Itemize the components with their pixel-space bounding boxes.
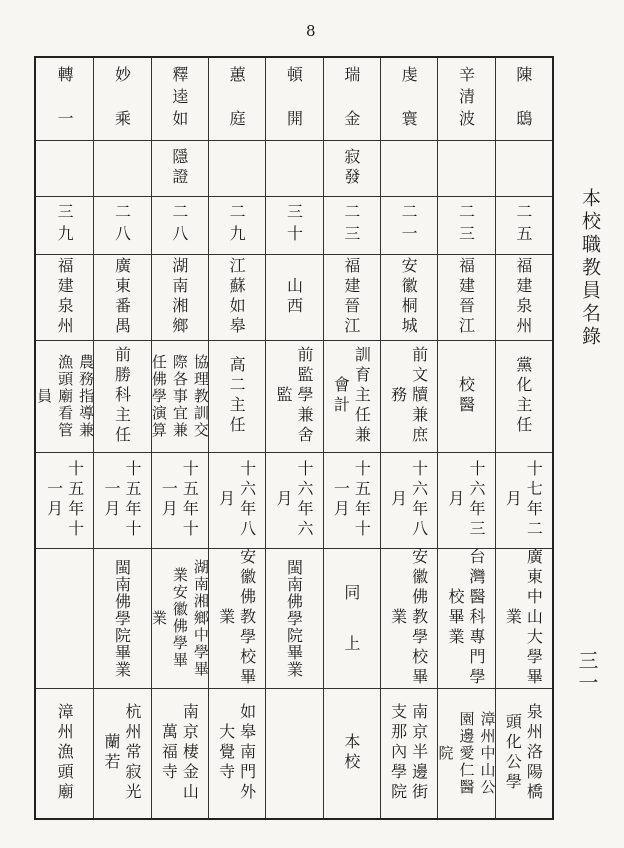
age-text: 二一	[399, 203, 419, 247]
alias-text: 寂發	[341, 148, 361, 188]
cell-education	[151, 548, 208, 688]
cell-address	[208, 688, 265, 818]
age-text: 二三	[456, 203, 476, 247]
cell-native	[323, 254, 380, 340]
cell-age	[151, 196, 208, 254]
position-text: 前監學兼舍	[294, 346, 314, 446]
cell-address	[265, 688, 322, 818]
position-text: 前勝科主任	[112, 346, 132, 446]
address-text: 漳州中山公	[478, 710, 497, 796]
education-text: 湖南湘鄉中學畢	[191, 558, 210, 678]
cell-name	[380, 58, 437, 140]
position-text: 校醫	[456, 376, 476, 416]
position-text: 漁頭廟看管	[56, 353, 75, 439]
education-text: 閩南佛學院畢業	[112, 558, 132, 678]
date-text: 十五年十	[65, 460, 85, 540]
education-text: 閩南佛學院畢業	[284, 558, 304, 678]
age-text: 二五	[513, 203, 533, 247]
cell-education	[208, 548, 265, 688]
date-text: 一月	[159, 480, 179, 520]
date-text: 十六年六	[294, 460, 314, 540]
education-text: 台灣醫科專門學	[466, 548, 486, 688]
position-text: 前文牘兼庶	[409, 346, 429, 446]
position-text: 員	[35, 387, 54, 405]
cell-alias	[208, 140, 265, 196]
cell-alias	[36, 140, 93, 196]
date-text: 十七年二	[524, 460, 544, 540]
cell-native	[495, 254, 552, 340]
name-text: 妙 乘	[112, 66, 132, 132]
name-text: 釋逵如	[169, 66, 189, 132]
age-text: 三十	[284, 203, 304, 247]
date-text: 月	[445, 490, 465, 510]
position-text: 協理教訓交	[191, 353, 210, 439]
cell-name	[495, 58, 552, 140]
name-text: 陳 鴟	[513, 66, 533, 132]
cell-alias	[380, 140, 437, 196]
position-text: 監	[273, 386, 293, 406]
cell-address	[151, 688, 208, 818]
native-text: 湖南湘鄉	[169, 257, 189, 337]
cell-address	[323, 688, 380, 818]
cell-native	[208, 254, 265, 340]
address-text: 大覺寺	[216, 723, 236, 783]
cell-age	[265, 196, 322, 254]
position-text: 會計	[331, 376, 351, 416]
cell-address	[436, 688, 497, 818]
date-text: 十五年十	[122, 460, 142, 540]
education-text: 業	[149, 609, 168, 627]
date-text: 一月	[101, 480, 121, 520]
date-text: 月	[273, 490, 293, 510]
cell-address	[36, 688, 93, 818]
cell-alias	[323, 140, 380, 196]
cell-name	[151, 58, 208, 140]
cell-age	[495, 196, 552, 254]
native-text: 江蘇如皋	[227, 257, 247, 337]
cell-date	[36, 452, 93, 548]
date-text: 十六年三	[466, 460, 486, 540]
cell-education	[323, 548, 380, 688]
cell-education	[495, 548, 552, 688]
native-text: 山西	[284, 277, 304, 317]
cell-name	[208, 58, 265, 140]
name-text: 辛清波	[456, 66, 476, 132]
education-text: 同 上	[341, 584, 361, 652]
cell-name	[323, 58, 380, 140]
education-text: 安徽佛教學校畢	[237, 548, 257, 688]
cell-date	[265, 452, 322, 548]
position-text: 際各事宜兼	[170, 353, 189, 439]
page-number-top: 8	[306, 22, 316, 40]
education-text: 廣東中山大學畢	[524, 548, 544, 688]
position-text: 務	[388, 386, 408, 406]
age-text: 二三	[341, 203, 361, 247]
cell-position	[437, 340, 494, 452]
native-text: 福建泉州	[55, 257, 75, 337]
position-text: 高二主任	[227, 356, 247, 436]
cell-position	[93, 340, 150, 452]
address-text: 院	[436, 744, 455, 762]
education-text: 業	[503, 608, 523, 628]
cell-date	[208, 452, 265, 548]
cell-education	[36, 548, 93, 688]
education-text: 業安徽佛學畢	[170, 567, 189, 669]
address-text: 本校	[341, 733, 361, 773]
cell-name	[437, 58, 494, 140]
cell-position	[495, 340, 552, 452]
education-text: 安徽佛教學校畢	[409, 548, 429, 688]
cell-age	[437, 196, 494, 254]
education-text: 業	[216, 608, 236, 628]
name-text: 轉 一	[55, 66, 75, 132]
cell-education	[93, 548, 150, 688]
cell-address	[380, 688, 437, 818]
education-text: 業	[388, 608, 408, 628]
cell-date	[151, 452, 208, 548]
cell-native	[380, 254, 437, 340]
staff-directory-table	[34, 56, 554, 820]
cell-native	[36, 254, 93, 340]
cell-position	[208, 340, 265, 452]
cell-education	[380, 548, 437, 688]
cell-native	[437, 254, 494, 340]
cell-date	[495, 452, 552, 548]
cell-position	[151, 340, 208, 452]
position-text: 黨化主任	[513, 356, 533, 436]
address-text: 南京半邊街	[409, 703, 429, 803]
date-text: 月	[503, 490, 523, 510]
cell-age	[93, 196, 150, 254]
cell-education	[437, 548, 494, 688]
name-text: 虔 寰	[399, 66, 419, 132]
cell-education	[265, 548, 322, 688]
address-text: 支那內學院	[388, 703, 408, 803]
cell-name	[265, 58, 322, 140]
address-text: 園邊愛仁醫	[457, 710, 476, 796]
cell-position	[323, 340, 380, 452]
cell-position	[265, 340, 322, 452]
cell-position	[35, 340, 96, 452]
position-text: 訓育主任兼	[352, 346, 372, 446]
age-text: 二八	[169, 203, 189, 247]
address-text: 蘭若	[101, 733, 121, 773]
cell-date	[437, 452, 494, 548]
cell-age	[36, 196, 93, 254]
alias-text: 隱證	[169, 148, 189, 188]
cell-age	[380, 196, 437, 254]
native-text: 安徽桐城	[399, 257, 419, 337]
cell-position	[380, 340, 437, 452]
date-text: 十六年八	[409, 460, 429, 540]
education-text: 校畢業	[445, 588, 465, 648]
cell-age	[208, 196, 265, 254]
date-text: 一月	[331, 480, 351, 520]
date-text: 十五年十	[180, 460, 200, 540]
date-text: 月	[388, 490, 408, 510]
address-text: 泉州洛陽橋	[524, 703, 544, 803]
cell-native	[265, 254, 322, 340]
age-text: 三九	[55, 203, 75, 247]
name-text: 頓 開	[284, 66, 304, 132]
cell-date	[380, 452, 437, 548]
position-text: 任佛學演算	[149, 353, 168, 439]
cell-date	[93, 452, 150, 548]
date-text: 月	[216, 490, 236, 510]
native-text: 福建晉江	[341, 257, 361, 337]
position-text: 農務指導兼	[77, 353, 96, 439]
address-text: 萬福寺	[159, 723, 179, 783]
name-text: 蕙 庭	[227, 66, 247, 132]
cell-alias	[265, 140, 322, 196]
cell-name	[93, 58, 150, 140]
age-text: 二八	[112, 203, 132, 247]
cell-alias	[93, 140, 150, 196]
address-text: 頭化公學	[503, 713, 523, 793]
native-text: 廣東番禺	[112, 257, 132, 337]
age-text: 二九	[227, 203, 247, 247]
cell-alias	[437, 140, 494, 196]
cell-age	[323, 196, 380, 254]
native-text: 福建泉州	[513, 257, 533, 337]
side-page-number: 三一	[575, 650, 599, 694]
cell-address	[93, 688, 150, 818]
address-text: 如皋南門外	[237, 703, 257, 803]
date-text: 十五年十	[352, 460, 372, 540]
cell-address	[495, 688, 552, 818]
cell-native	[93, 254, 150, 340]
address-text: 杭州常寂光	[122, 703, 142, 803]
cell-native	[151, 254, 208, 340]
cell-name	[36, 58, 93, 140]
side-title: 本校職教員名錄	[579, 188, 601, 349]
cell-alias	[495, 140, 552, 196]
address-text: 漳州漁頭廟	[55, 703, 75, 803]
name-text: 瑞 金	[341, 66, 361, 132]
date-text: 十六年八	[237, 460, 257, 540]
native-text: 福建晉江	[456, 257, 476, 337]
cell-alias	[151, 140, 208, 196]
cell-date	[323, 452, 380, 548]
date-text: 一月	[44, 480, 64, 520]
address-text: 南京棲金山	[180, 703, 200, 803]
